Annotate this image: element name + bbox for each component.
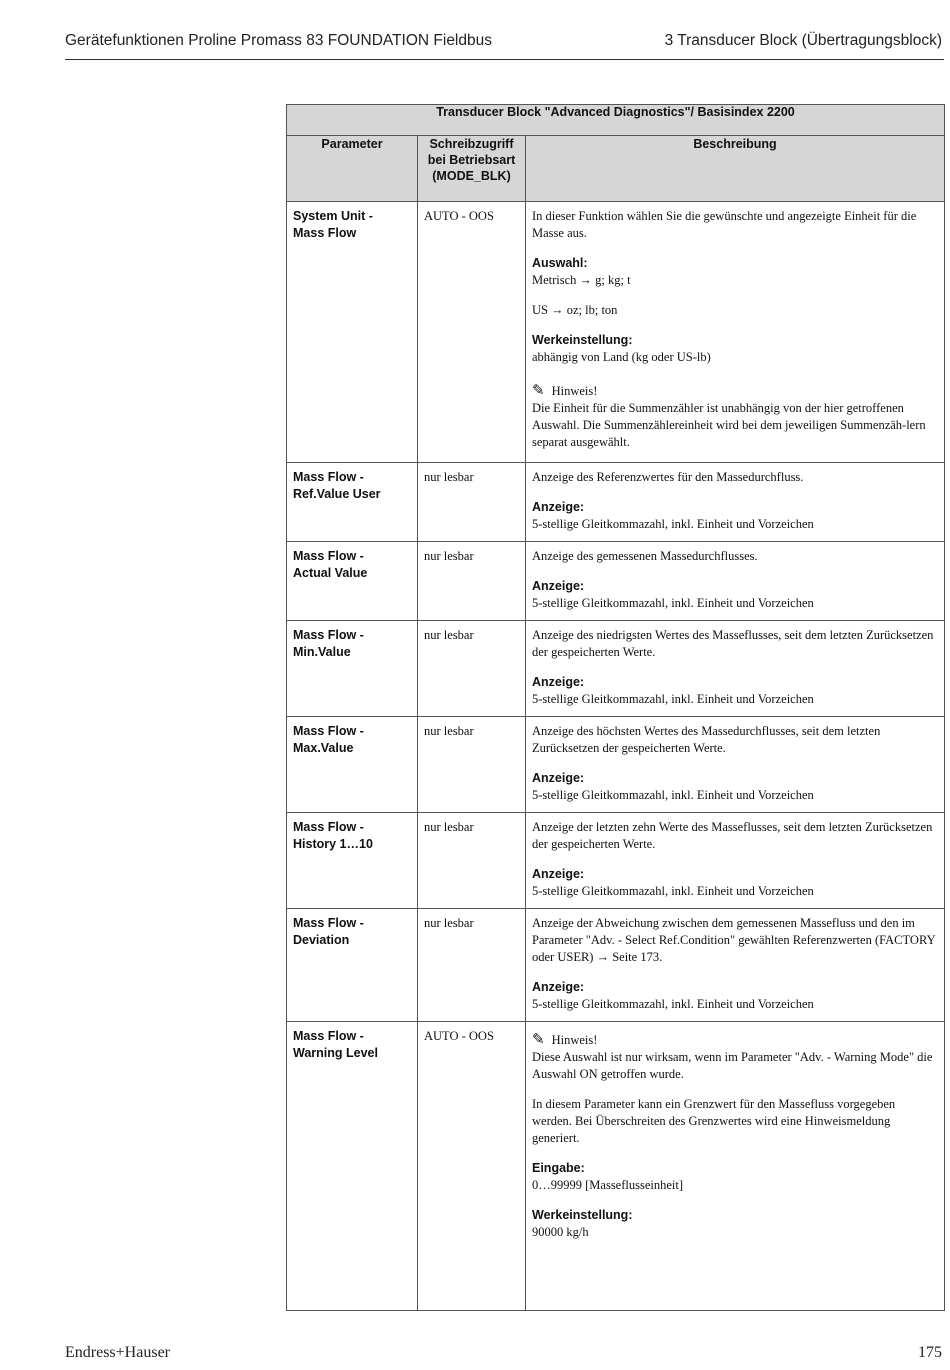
parameter-name-line-2: Min.Value [293,645,351,659]
access-mode: nur lesbar [418,542,526,621]
access-mode: nur lesbar [418,813,526,909]
table-row [287,621,945,717]
running-header-right: 3 Transducer Block (Übertragungsblock) [664,32,942,49]
footer-brand: Endress+Hauser [65,1344,170,1361]
selection-metric: Metrisch → g; kg; t [532,273,631,287]
display-value: 5-stellige Gleitkommazahl, inkl. Einheit und Vorzeichen [532,884,814,898]
display-label: Anzeige: [532,675,585,689]
note-text: Diese Auswahl ist nur wirksam, wenn im Parameter "Adv. - Warning Mode" die Auswahl ON getroffen wurde. [532,1050,933,1081]
pencil-note-icon: ✎ [532,383,545,399]
table-header-row [287,136,945,202]
display-value: 5-stellige Gleitkommazahl, inkl. Einheit und Vorzeichen [532,517,814,531]
description-text: Anzeige des Referenzwertes für den Massedurchfluss. [532,470,804,484]
column-header-access [418,136,526,202]
note-label: Hinweis! [551,1033,598,1047]
description-text: Anzeige des niedrigsten Wertes des Masseflusses, seit dem letzten Zurücksetzen der gespeicherten Werte. [532,628,934,659]
display-label: Anzeige: [532,500,585,514]
access-mode: nur lesbar [418,909,526,1022]
parameter-name-line-1: Mass Flow - [293,916,364,930]
display-label: Anzeige: [532,980,585,994]
parameter-name [287,717,418,813]
description [526,813,945,909]
parameter-name-line-2: Ref.Value User [293,487,381,501]
parameter-name-line-1: System Unit - [293,209,373,223]
note-heading [532,1032,938,1049]
display-label: Anzeige: [532,579,585,593]
access-mode: AUTO - OOS [418,1022,526,1311]
parameter-name-line-2: Max.Value [293,741,354,755]
parameter-name [287,542,418,621]
access-mode: AUTO - OOS [418,202,526,463]
parameter-table [286,104,945,1311]
table-row [287,463,945,542]
parameter-name [287,463,418,542]
description [526,1022,945,1311]
table-row [287,1022,945,1311]
running-header-left: Gerätefunktionen Proline Promass 83 FOUNDATION Fieldbus [65,32,492,49]
description-text: Anzeige des höchsten Wertes des Massedurchflusses, seit dem letzten Zurücksetzen der gespeicherten Werte. [532,724,881,755]
display-value: 5-stellige Gleitkommazahl, inkl. Einheit und Vorzeichen [532,596,814,610]
table-row [287,542,945,621]
description-text: In diesem Parameter kann ein Grenzwert für den Massefluss vorgegeben werden. Bei Überschreiten des Grenzwertes wird eine Hinweismeldung generiert. [532,1097,896,1145]
parameter-name-line-1: Mass Flow - [293,724,364,738]
description [526,202,945,463]
description-text: Anzeige des gemessenen Massedurchflusses. [532,549,758,563]
column-header-parameter: Parameter [287,136,418,202]
parameter-name-line-1: Mass Flow - [293,820,364,834]
parameter-name-line-1: Mass Flow - [293,1029,364,1043]
description-text: Anzeige der Abweichung zwischen dem gemessenen Massefluss und den im Parameter "Adv. - Select Ref.Condition" gewählten Referenzwerten (FACTORY oder USER) → Seite 173. [532,916,936,964]
parameter-name [287,1022,418,1311]
header-rule [65,59,944,60]
input-label: Eingabe: [532,1161,585,1175]
column-header-access-line-1: Schreibzugriff [429,137,514,151]
parameter-name-line-1: Mass Flow - [293,470,364,484]
default-label: Werkeinstellung: [532,1208,633,1222]
parameter-name-line-2: History 1…10 [293,837,373,851]
access-mode: nur lesbar [418,621,526,717]
description [526,717,945,813]
access-mode: nur lesbar [418,717,526,813]
selection-us: US → oz; lb; ton [532,303,618,317]
access-mode: nur lesbar [418,463,526,542]
parameter-name [287,909,418,1022]
table-title-row [287,105,945,136]
parameter-name [287,202,418,463]
display-value: 5-stellige Gleitkommazahl, inkl. Einheit und Vorzeichen [532,692,814,706]
description [526,463,945,542]
note-heading [532,383,938,400]
table-row [287,813,945,909]
column-header-access-line-2: bei Betriebsart [427,153,516,167]
description [526,909,945,1022]
default-label: Werkeinstellung: [532,333,633,347]
column-header-description: Beschreibung [526,136,945,202]
table-row [287,909,945,1022]
description [526,621,945,717]
note-text: Die Einheit für die Summenzähler ist unabhängig von der hier getroffenen Auswahl. Die Summenzählereinheit wird bei dem jeweiligen Summenzäh-lern separat ausgewählt. [532,401,926,449]
parameter-name [287,813,418,909]
parameter-name-line-2: Actual Value [293,566,368,580]
selection-label: Auswahl: [532,256,588,270]
parameter-name-line-2: Mass Flow [293,226,357,240]
default-value: abhängig von Land (kg oder US-lb) [532,350,711,364]
display-label: Anzeige: [532,771,585,785]
description-text: In dieser Funktion wählen Sie die gewünschte und angezeigte Einheit für die Masse aus. [532,209,917,240]
pencil-note-icon: ✎ [532,1032,545,1048]
parameter-name-line-2: Warning Level [293,1046,378,1060]
note-label: Hinweis! [551,384,598,398]
description-text: Anzeige der letzten zehn Werte des Masseflusses, seit dem letzten Zurücksetzen der gespeicherten Werte. [532,820,933,851]
table-title: Transducer Block "Advanced Diagnostics"/ Basisindex 2200 [287,105,945,136]
display-label: Anzeige: [532,867,585,881]
parameter-name [287,621,418,717]
parameter-name-line-2: Deviation [293,933,350,947]
display-value: 5-stellige Gleitkommazahl, inkl. Einheit und Vorzeichen [532,997,814,1011]
input-value: 0…99999 [Masseflusseinheit] [532,1178,684,1192]
column-header-access-line-3: (MODE_BLK) [432,169,511,183]
default-value: 90000 kg/h [532,1225,589,1239]
parameter-name-line-1: Mass Flow - [293,628,364,642]
display-value: 5-stellige Gleitkommazahl, inkl. Einheit und Vorzeichen [532,788,814,802]
table-row [287,717,945,813]
table-row [287,202,945,463]
page-number: 175 [918,1344,942,1361]
parameter-name-line-1: Mass Flow - [293,549,364,563]
description [526,542,945,621]
